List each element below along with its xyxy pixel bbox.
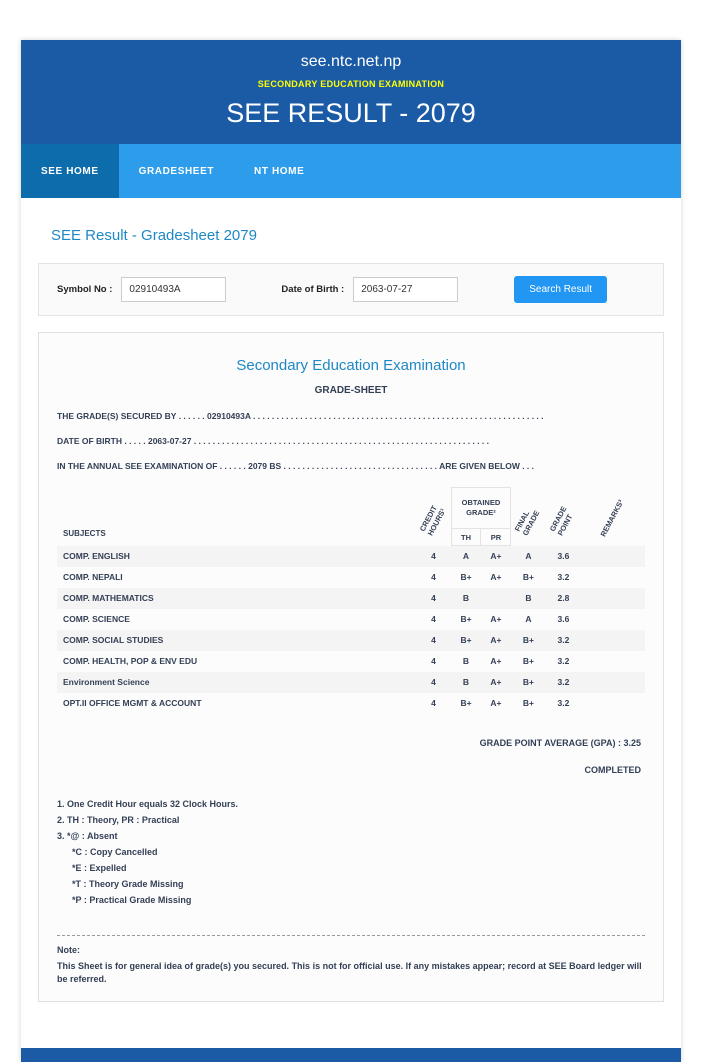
final-grade-cell: B+ — [522, 698, 534, 708]
table-row — [57, 588, 645, 609]
col-header-pr: PR — [481, 529, 511, 546]
result-heading: SEE Result - Gradesheet 2079 — [51, 227, 257, 244]
date-of-birth-line: DATE OF BIRTH . . . . . 2063-07-27 . . . . . . . . . . . . . . . . . . . . . . . . . . . . . . . . . . . . . . . . . . . . . . . . . . . . . . . . . . . . . . . — [57, 436, 490, 446]
final-grade-cell: B+ — [522, 677, 534, 687]
subject-cell: OPT.II OFFICE MGMT & ACCOUNT — [63, 698, 202, 708]
nav-tab-see-home[interactable]: SEE HOME — [21, 144, 119, 198]
footnote-credit-hour: 1. One Credit Hour equals 32 Clock Hours. — [57, 798, 239, 809]
footnote-copy-cancelled: *C : Copy Cancelled — [72, 846, 158, 857]
note-text: This Sheet is for general idea of grade(s) you secured. This is not for official use. If any mistakes appear; record at SEE Board ledger will be referred. — [57, 960, 642, 985]
credit-cell: 4 — [431, 572, 436, 582]
gradesheet-intro-lines — [57, 411, 645, 471]
table-row — [57, 546, 645, 567]
remarks-cell — [581, 672, 645, 693]
footer-bar — [21, 1048, 681, 1062]
footnote-expelled: *E : Expelled — [72, 862, 127, 873]
credit-cell: 4 — [431, 551, 436, 561]
site-header — [21, 40, 681, 144]
pr-grade-cell: A+ — [490, 614, 502, 624]
remarks-cell — [581, 609, 645, 630]
symbol-no-input[interactable] — [121, 277, 226, 302]
credit-cell: 4 — [431, 656, 436, 666]
grade-point-cell: 3.2 — [557, 698, 570, 708]
pr-grade-cell: A+ — [490, 635, 502, 645]
site-url: see.ntc.net.np — [300, 53, 402, 70]
remarks-cell — [581, 693, 645, 714]
dashed-divider — [57, 935, 645, 936]
subject-cell: COMP. SOCIAL STUDIES — [63, 635, 164, 645]
table-row — [57, 630, 645, 651]
subject-cell: COMP. HEALTH, POP & ENV EDU — [63, 656, 198, 666]
footnote-practical-missing: *P : Practical Grade Missing — [72, 894, 192, 905]
remarks-cell — [581, 651, 645, 672]
subject-cell: Environment Science — [63, 677, 150, 687]
pr-grade-cell — [481, 588, 511, 609]
dob-label: Date of Birth : — [281, 284, 345, 295]
remarks-cell — [581, 588, 645, 609]
credit-cell: 4 — [431, 635, 436, 645]
col-header-credit-hours: CREDIT HOURS¹ — [417, 504, 448, 538]
table-row — [57, 693, 645, 714]
subject-cell: COMP. NEPALI — [63, 572, 123, 582]
table-row — [57, 651, 645, 672]
completed-status: COMPLETED — [584, 764, 641, 775]
note-label: Note: — [57, 944, 80, 955]
page-container — [21, 40, 681, 1062]
col-header-final-grade: FINAL GRADE — [513, 509, 543, 538]
symbol-no-label: Symbol No : — [57, 284, 113, 295]
col-header-grade-point: GRADE POINT — [547, 504, 575, 538]
grade-point-cell: 3.6 — [557, 551, 570, 561]
grade-point-cell: 3.2 — [557, 635, 570, 645]
col-header-obtained-grade: OBTAINED GRADE² — [451, 488, 511, 529]
grades-table — [57, 487, 645, 714]
subject-cell: COMP. MATHEMATICS — [63, 593, 154, 603]
pr-grade-cell: A+ — [490, 698, 502, 708]
footnotes — [57, 799, 645, 905]
grade-point-cell: 3.2 — [557, 656, 570, 666]
grade-point-cell: 3.2 — [557, 677, 570, 687]
final-grade-cell: B — [525, 593, 532, 603]
th-grade-cell: B — [462, 656, 470, 666]
main-content — [21, 198, 681, 1002]
gradesheet-subtitle: GRADE-SHEET — [314, 385, 388, 396]
footnote-th-pr: 2. TH : Theory, PR : Practical — [57, 814, 180, 825]
pr-grade-cell: A+ — [490, 551, 502, 562]
subject-cell: COMP. SCIENCE — [63, 614, 130, 624]
th-grade-cell: A — [462, 551, 470, 562]
col-header-remarks: REMARKS³ — [598, 498, 626, 538]
th-grade-cell: B+ — [460, 572, 472, 582]
nav-tab-nt-home[interactable]: NT HOME — [254, 165, 305, 177]
remarks-cell — [581, 546, 645, 567]
gpa-line: GRADE POINT AVERAGE (GPA) : 3.25 — [479, 737, 641, 748]
th-grade-cell: B — [462, 593, 470, 603]
th-grade-cell: B+ — [460, 698, 472, 708]
search-form — [38, 263, 664, 316]
credit-cell: 4 — [431, 677, 436, 687]
col-header-subjects: SUBJECTS — [63, 528, 106, 538]
pr-grade-cell: A+ — [490, 677, 502, 687]
secured-by-line: THE GRADE(S) SECURED BY . . . . . . 02910493A . . . . . . . . . . . . . . . . . . . . . . . . . . . . . . . . . . . . . . . . . . . . . . . . . . . . . . . . . . . . . . — [57, 411, 544, 421]
search-result-button[interactable]: Search Result — [514, 276, 607, 303]
credit-cell: 4 — [431, 614, 436, 624]
main-nav — [21, 144, 681, 198]
final-grade-cell: B+ — [522, 572, 534, 582]
footnote-theory-missing: *T : Theory Grade Missing — [72, 878, 184, 889]
col-header-th: TH — [451, 529, 481, 546]
grade-point-cell: 3.2 — [557, 572, 570, 582]
grade-point-cell: 3.6 — [557, 614, 570, 624]
credit-cell: 4 — [431, 698, 436, 708]
credit-cell: 4 — [431, 593, 436, 603]
final-grade-cell: B+ — [522, 635, 534, 645]
footnote-absent: 3. *@ : Absent — [57, 830, 118, 841]
exam-subtitle: SECONDARY EDUCATION EXAMINATION — [257, 79, 445, 89]
gradesheet-panel — [38, 332, 664, 1002]
th-grade-cell: B+ — [460, 635, 472, 645]
th-grade-cell: B+ — [460, 614, 472, 624]
nav-tab-gradesheet[interactable]: GRADESHEET — [138, 165, 215, 177]
th-grade-cell: B — [462, 677, 470, 687]
table-row — [57, 609, 645, 630]
page-title: SEE RESULT - 2079 — [226, 98, 476, 128]
pr-grade-cell: A+ — [490, 656, 502, 666]
grade-point-cell: 2.8 — [557, 593, 570, 603]
table-row — [57, 672, 645, 693]
table-row — [57, 567, 645, 588]
exam-year-line: IN THE ANNUAL SEE EXAMINATION OF . . . . . . 2079 BS . . . . . . . . . . . . . . . . . . . . . . . . . . . . . . . . . ARE GIVEN BELOW . . . — [57, 461, 535, 471]
dob-input[interactable] — [353, 277, 458, 302]
remarks-cell — [581, 630, 645, 651]
final-grade-cell: A — [525, 614, 532, 624]
gradesheet-title: Secondary Education Examination — [236, 357, 466, 374]
final-grade-cell: B+ — [522, 656, 534, 666]
remarks-cell — [581, 567, 645, 588]
pr-grade-cell: A+ — [490, 572, 502, 582]
final-grade-cell: A — [525, 551, 532, 561]
subject-cell: COMP. ENGLISH — [63, 551, 130, 561]
